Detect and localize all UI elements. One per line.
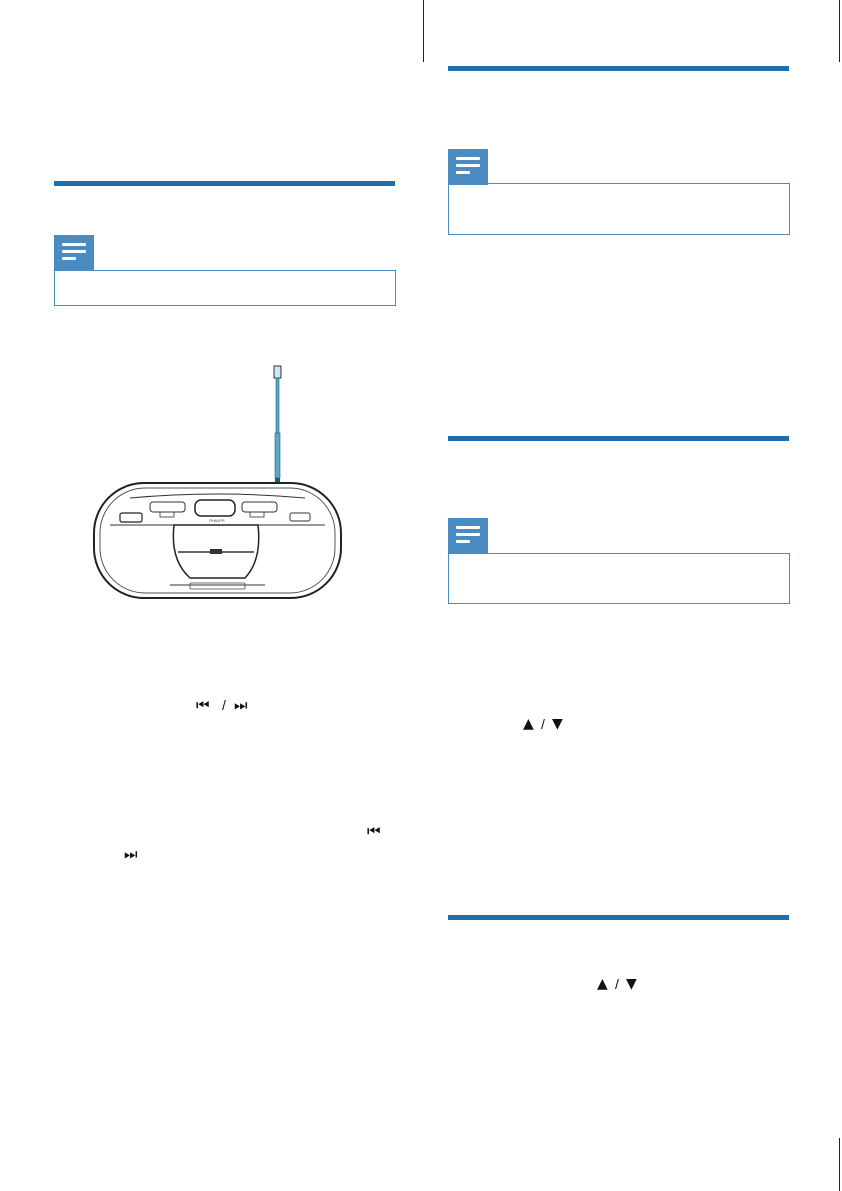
previous-icon-2: ⏮ bbox=[367, 822, 380, 840]
radio-cd-player-illustration bbox=[90, 360, 350, 605]
next-icon: ⏭ bbox=[234, 696, 247, 714]
crop-mark-top-right bbox=[839, 0, 840, 62]
note-box-left bbox=[54, 270, 396, 306]
section-rule-right-bottom bbox=[448, 915, 789, 920]
down-arrow-icon-2: ▼ bbox=[626, 976, 637, 992]
note-box-right-middle bbox=[448, 553, 790, 604]
previous-icon: ⏮ bbox=[196, 696, 209, 714]
brand-label: PHILIPS bbox=[209, 518, 225, 523]
slash-separator: / bbox=[222, 697, 226, 713]
down-arrow-icon: ▼ bbox=[552, 716, 563, 732]
section-rule-left-top bbox=[54, 181, 395, 186]
section-rule-right-middle bbox=[448, 436, 789, 441]
section-rule-right-top bbox=[448, 66, 789, 71]
note-icon bbox=[448, 149, 488, 185]
next-icon-2: ⏭ bbox=[124, 845, 137, 863]
up-arrow-icon-2: ▲ bbox=[597, 976, 608, 992]
crop-mark-right-edge bbox=[839, 1138, 840, 1191]
slash-separator-2: / bbox=[615, 976, 619, 992]
note-box-right-top bbox=[448, 183, 790, 235]
note-icon bbox=[54, 235, 94, 271]
note-icon bbox=[448, 518, 488, 554]
crop-mark-top-left bbox=[423, 0, 424, 62]
slash-separator: / bbox=[541, 716, 545, 732]
up-arrow-icon: ▲ bbox=[523, 716, 534, 732]
